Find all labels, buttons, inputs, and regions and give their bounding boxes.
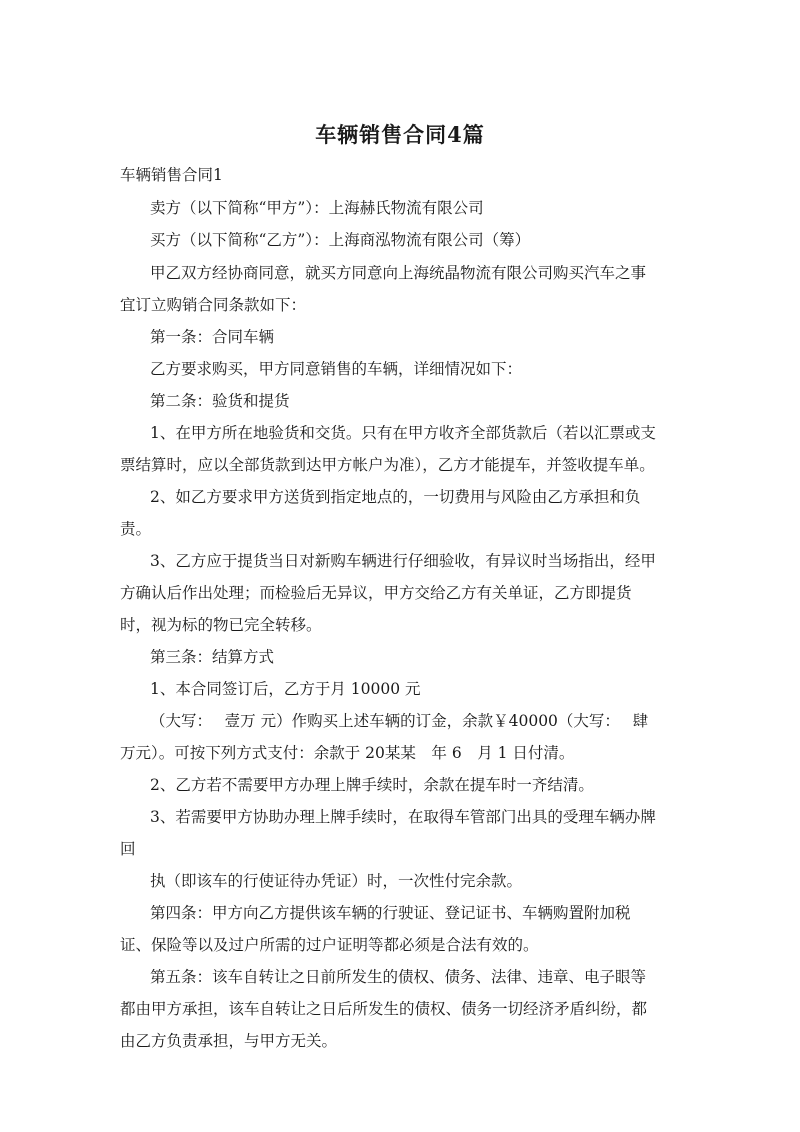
paragraph-line: 甲乙双方经协商同意，就买方同意向上海统晶物流有限公司购买汽车之事 bbox=[150, 264, 647, 282]
paragraph-line: 回 bbox=[120, 840, 136, 858]
paragraph-line: 3、乙方应于提货当日对新购车辆进行仔细验收，有异议时当场指出，经甲 bbox=[150, 552, 656, 570]
seller-line: 卖方（以下简称“甲方”）：上海赫氏物流有限公司 bbox=[150, 199, 484, 217]
paragraph-line: 1、本合同签订后，乙方于月 10000 元 bbox=[150, 680, 421, 698]
paragraph-line: 1、在甲方所在地验货和交货。只有在甲方收齐全部货款后（若以汇票或支 bbox=[150, 424, 656, 442]
article-heading: 第一条：合同车辆 bbox=[150, 328, 275, 346]
paragraph-line: 由乙方负责承担，与甲方无关。 bbox=[120, 1032, 338, 1050]
paragraph-line: 时，视为标的物已完全转移。 bbox=[120, 616, 322, 634]
paragraph-line: 宜订立购销合同条款如下： bbox=[120, 296, 307, 314]
paragraph-line: 乙方要求购买，甲方同意销售的车辆，详细情况如下： bbox=[150, 360, 523, 378]
paragraph-line: 都由甲方承担，该车自转让之日后所发生的债权、债务一切经济矛盾纠纷，都 bbox=[120, 1000, 648, 1018]
article-heading: 第四条：甲方向乙方提供该车辆的行驶证、登记证书、车辆购置附加税 bbox=[150, 904, 631, 922]
paragraph-line: 2、乙方若不需要甲方办理上牌手续时，余款在提车时一齐结清。 bbox=[150, 776, 594, 794]
buyer-line: 买方（以下简称“乙方”）：上海商泓物流有限公司（筹） bbox=[150, 231, 531, 249]
article-heading: 第三条：结算方式 bbox=[150, 648, 275, 666]
paragraph-line: 方确认后作出处理；而检验后无异议，甲方交给乙方有关单证，乙方即提货 bbox=[120, 584, 632, 602]
paragraph-line: 执（即该车的行使证待办凭证）时，一次性付完余款。 bbox=[150, 872, 523, 890]
paragraph-line: 证、保险等以及过户所需的过户证明等都必须是合法有效的。 bbox=[120, 936, 539, 954]
article-heading: 第五条：该车自转让之日前所发生的债权、债务、法律、违章、电子眼等 bbox=[150, 968, 647, 986]
article-heading: 第二条：验货和提货 bbox=[150, 392, 290, 410]
paragraph-line: 2、如乙方要求甲方送货到指定地点的，一切费用与风险由乙方承担和负 bbox=[150, 488, 641, 506]
paragraph-line: 万元）。可按下列方式支付：余款于 20某某 年 6 月 1 日付清。 bbox=[120, 744, 575, 762]
document-title: 车辆销售合同4篇 bbox=[315, 122, 485, 147]
paragraph-line: （大写： 壹万 元）作购买上述车辆的订金，余款￥40000（大写： 肆 bbox=[150, 712, 649, 730]
section-title: 车辆销售合同1 bbox=[120, 166, 223, 184]
paragraph-line: 3、若需要甲方协助办理上牌手续时，在取得车管部门出具的受理车辆办牌 bbox=[150, 808, 656, 826]
paragraph-line: 票结算时，应以全部货款到达甲方帐户为准），乙方才能提车，并签收提车单。 bbox=[120, 456, 655, 474]
paragraph-line: 责。 bbox=[120, 520, 152, 538]
